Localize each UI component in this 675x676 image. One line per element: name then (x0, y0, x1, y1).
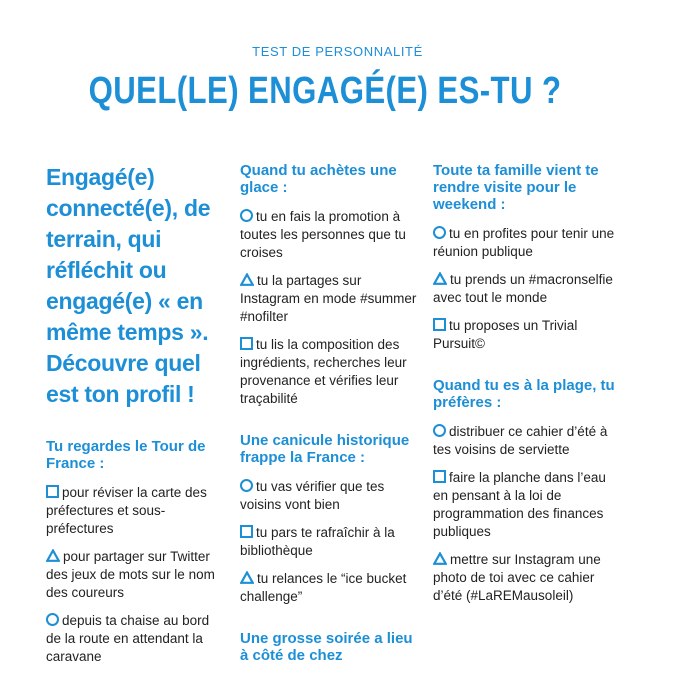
answer-text: tu lis la composition des ingrédients, recherches leur provenance et vérifies leur traçabilité (240, 337, 407, 406)
answer-text: tu la partages sur Instagram en mode #summer #nofilter (240, 273, 417, 324)
question-block (433, 377, 618, 605)
column-1 (46, 162, 221, 676)
answer-option (433, 225, 618, 261)
answer-option (240, 478, 420, 514)
circle-icon (240, 209, 253, 222)
question-title: Une grosse soirée a lieu à côté de chez (240, 630, 413, 664)
answer-text: faire la planche dans l’eau en pensant à la loi de programmation des finances publiques (433, 470, 606, 539)
question-title: Une canicule historique frappe la France : (240, 432, 410, 466)
circle-icon (433, 226, 446, 239)
question-block (240, 432, 420, 606)
answer-option (240, 336, 420, 408)
answer-text: tu relances le “ice bucket challenge” (240, 571, 407, 604)
triangle-icon (433, 552, 447, 565)
page-title: QUEL(LE) ENGAGÉ(E) ES-TU ? (88, 70, 562, 112)
triangle-icon (240, 571, 254, 584)
answer-text: tu vas vérifier que tes voisins vont bien (240, 479, 385, 512)
circle-icon (433, 424, 446, 437)
answer-option (46, 548, 221, 602)
answer-option (240, 524, 420, 560)
question-block (46, 438, 221, 666)
answer-option (433, 423, 618, 459)
answer-text: tu prends un #macronselfie avec tout le monde (433, 272, 613, 305)
square-icon (433, 470, 446, 483)
answer-option (433, 271, 618, 307)
circle-icon (240, 479, 253, 492)
question-title: Tu regardes le Tour de France : (46, 438, 206, 472)
circle-icon (46, 613, 59, 626)
answer-text: pour réviser la carte des préfectures et sous-préfectures (46, 485, 207, 536)
triangle-icon (433, 272, 447, 285)
answer-option (433, 317, 618, 353)
triangle-icon (240, 273, 254, 286)
answer-text: depuis ta chaise au bord de la route en attendant la caravane (46, 613, 210, 664)
square-icon (433, 318, 446, 331)
square-icon (240, 337, 253, 350)
question-block (240, 630, 420, 664)
triangle-icon (46, 549, 60, 562)
answer-text: tu pars te rafraîchir à la bibliothèque (240, 525, 395, 558)
question-block (240, 162, 420, 408)
answer-text: distribuer ce cahier d’été à tes voisins de serviette (433, 424, 608, 457)
answer-text: tu en fais la promotion à toutes les personnes que tu croises (240, 209, 406, 260)
answer-option (433, 551, 618, 605)
question-title: Quand tu es à la plage, tu préfères : (433, 377, 615, 411)
square-icon (46, 485, 59, 498)
answer-option (240, 208, 420, 262)
square-icon (240, 525, 253, 538)
answer-option (46, 484, 221, 538)
answer-option (240, 570, 420, 606)
page-kicker: TEST DE PERSONNALITÉ (252, 44, 423, 59)
answer-option (240, 272, 420, 326)
question-title: Toute ta famille vient te rendre visite pour le weekend : (433, 162, 599, 213)
question-block (433, 162, 618, 353)
column-3 (433, 162, 618, 615)
intro-text: Engagé(e) connecté(e), de terrain, qui réfléchit ou engagé(e) « en même temps ». Découvre quel est ton profil ! (46, 164, 211, 407)
answer-text: mettre sur Instagram une photo de toi avec ce cahier d’été (#LaREMausoleil) (433, 552, 601, 603)
answer-option (46, 612, 221, 666)
answer-text: pour partager sur Twitter des jeux de mots sur le nom des coureurs (46, 549, 215, 600)
column-2 (240, 162, 420, 676)
answer-text: tu en profites pour tenir une réunion publique (433, 226, 615, 259)
question-title: Quand tu achètes une glace : (240, 162, 397, 196)
answer-option (433, 469, 618, 541)
answer-text: tu proposes un Trivial Pursuit© (433, 318, 578, 351)
